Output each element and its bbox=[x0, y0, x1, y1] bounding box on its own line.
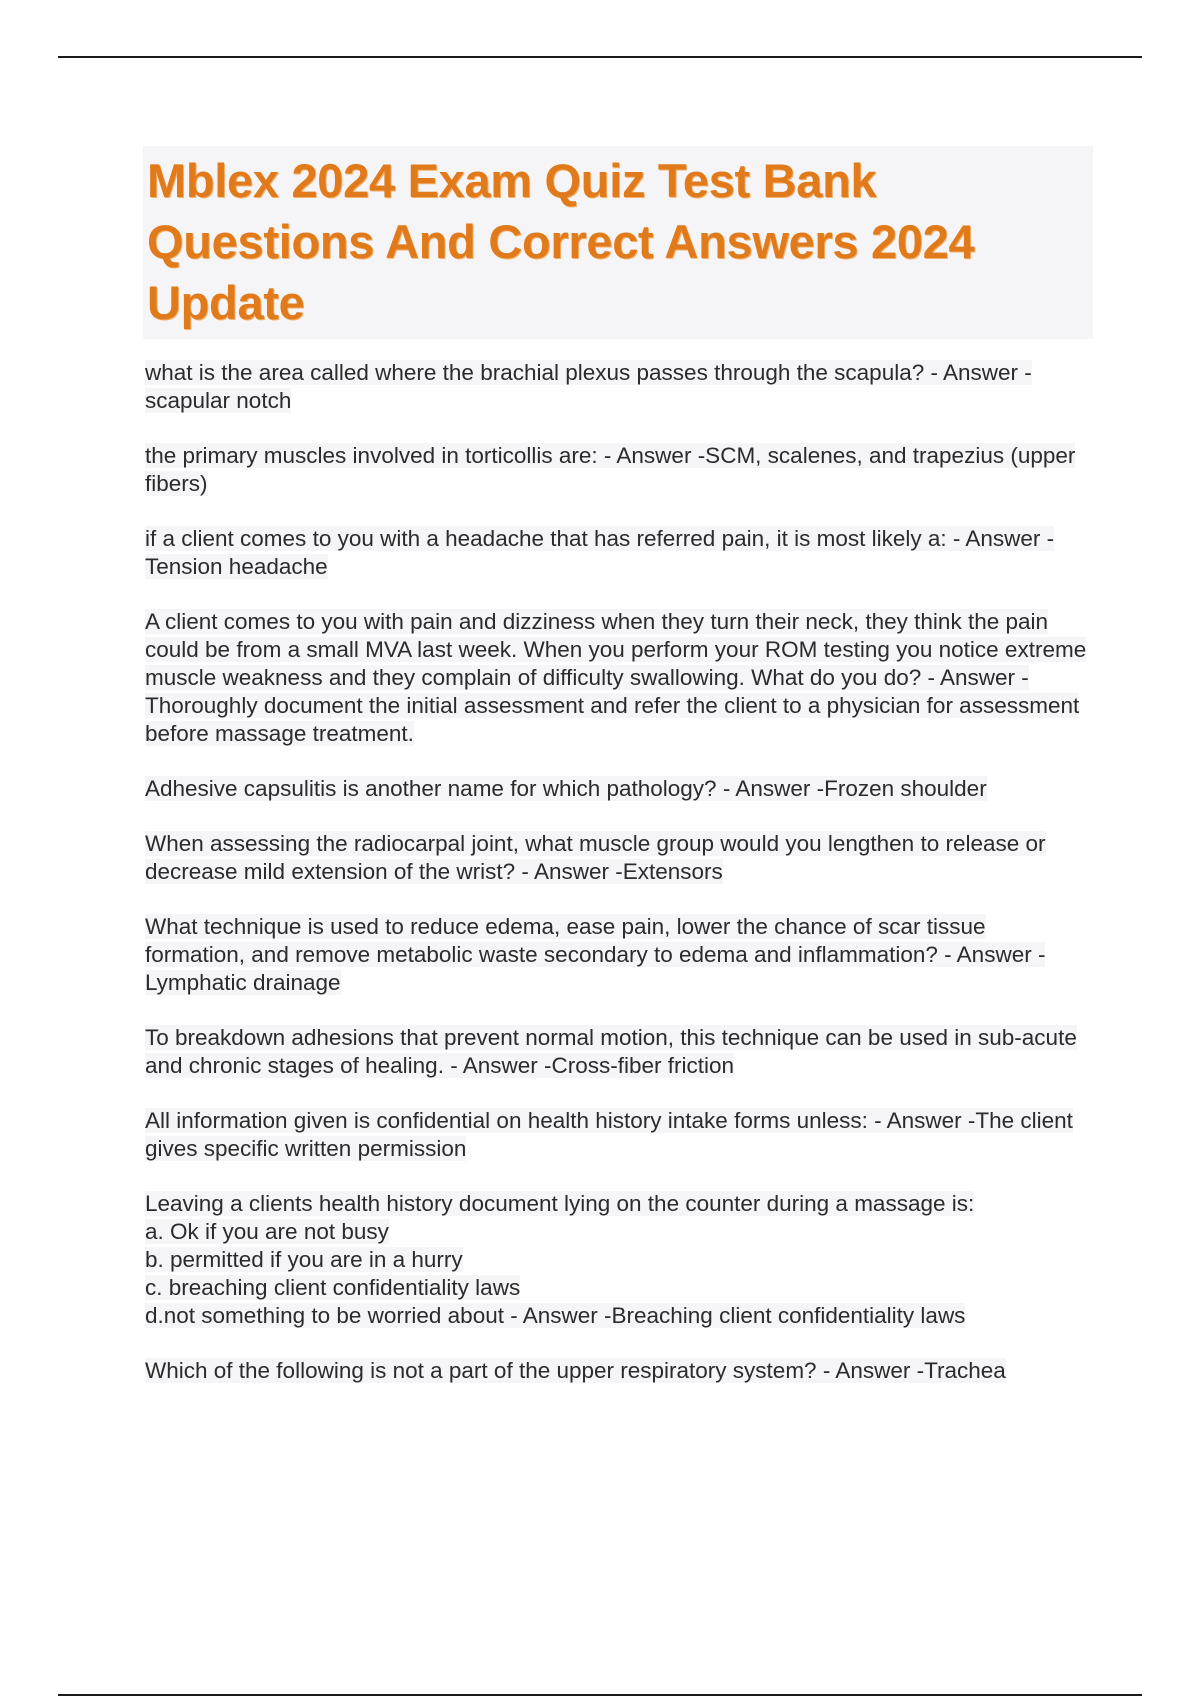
qa-item bbox=[143, 608, 1093, 748]
top-rule bbox=[58, 56, 1142, 58]
qa-item-text: Adhesive capsulitis is another name for which pathology? - Answer -Frozen shoulder bbox=[145, 776, 987, 801]
bottom-rule bbox=[58, 1694, 1142, 1696]
qa-item-text: When assessing the radiocarpal joint, what muscle group would you lengthen to release or decrease mild extension of the wrist? - Answer -Extensors bbox=[145, 831, 1046, 884]
qa-item-text: what is the area called where the brachial plexus passes through the scapula? - Answer -scapular notch bbox=[145, 360, 1032, 413]
qa-item bbox=[143, 830, 1093, 886]
qa-item bbox=[143, 1024, 1093, 1080]
document-body bbox=[143, 146, 1093, 1412]
qa-item-text: A client comes to you with pain and dizziness when they turn their neck, they think the pain could be from a small MVA last week. When you perform your ROM testing you notice extreme muscle weakness and they complain of difficulty swallowing. What do you do? - Answer -Thoroughly document the initial assessment and refer the client to a physician for assessment before massage treatment. bbox=[145, 609, 1087, 746]
qa-item-multiple-choice bbox=[143, 1190, 1093, 1330]
qa-item bbox=[143, 1357, 1093, 1385]
document-title: Mblex 2024 Exam Quiz Test Bank Questions And Correct Answers 2024 Update bbox=[143, 146, 1093, 339]
qa-item bbox=[143, 1107, 1093, 1163]
qa-item bbox=[143, 359, 1093, 415]
qa-item bbox=[143, 775, 1093, 803]
qa-item bbox=[143, 913, 1093, 997]
qa-item-text: To breakdown adhesions that prevent normal motion, this technique can be used in sub-acute and chronic stages of healing. - Answer -Cross-fiber friction bbox=[145, 1025, 1077, 1078]
qa-item-text: All information given is confidential on health history intake forms unless: - Answer -The client gives specific written permission bbox=[145, 1108, 1073, 1161]
qa-item-text: What technique is used to reduce edema, ease pain, lower the chance of scar tissue formation, and remove metabolic waste secondary to edema and inflammation? - Answer -Lymphatic drainage bbox=[145, 914, 1046, 995]
qa-item-text: Leaving a clients health history document lying on the counter during a massage is: a. Ok if you are not busy b. permitted if you are in a hurry c. breaching client confidentiality laws d.not something to be worried about - Answer -Breaching client confidentiality laws bbox=[145, 1191, 975, 1328]
qa-list bbox=[143, 359, 1093, 1385]
qa-item-text: if a client comes to you with a headache that has referred pain, it is most likely a: - Answer -Tension headache bbox=[145, 526, 1055, 579]
qa-item-text: Which of the following is not a part of the upper respiratory system? - Answer -Trachea bbox=[145, 1358, 1006, 1383]
qa-item bbox=[143, 442, 1093, 498]
qa-item-text: the primary muscles involved in torticollis are: - Answer -SCM, scalenes, and trapezius (upper fibers) bbox=[145, 443, 1076, 496]
qa-item bbox=[143, 525, 1093, 581]
